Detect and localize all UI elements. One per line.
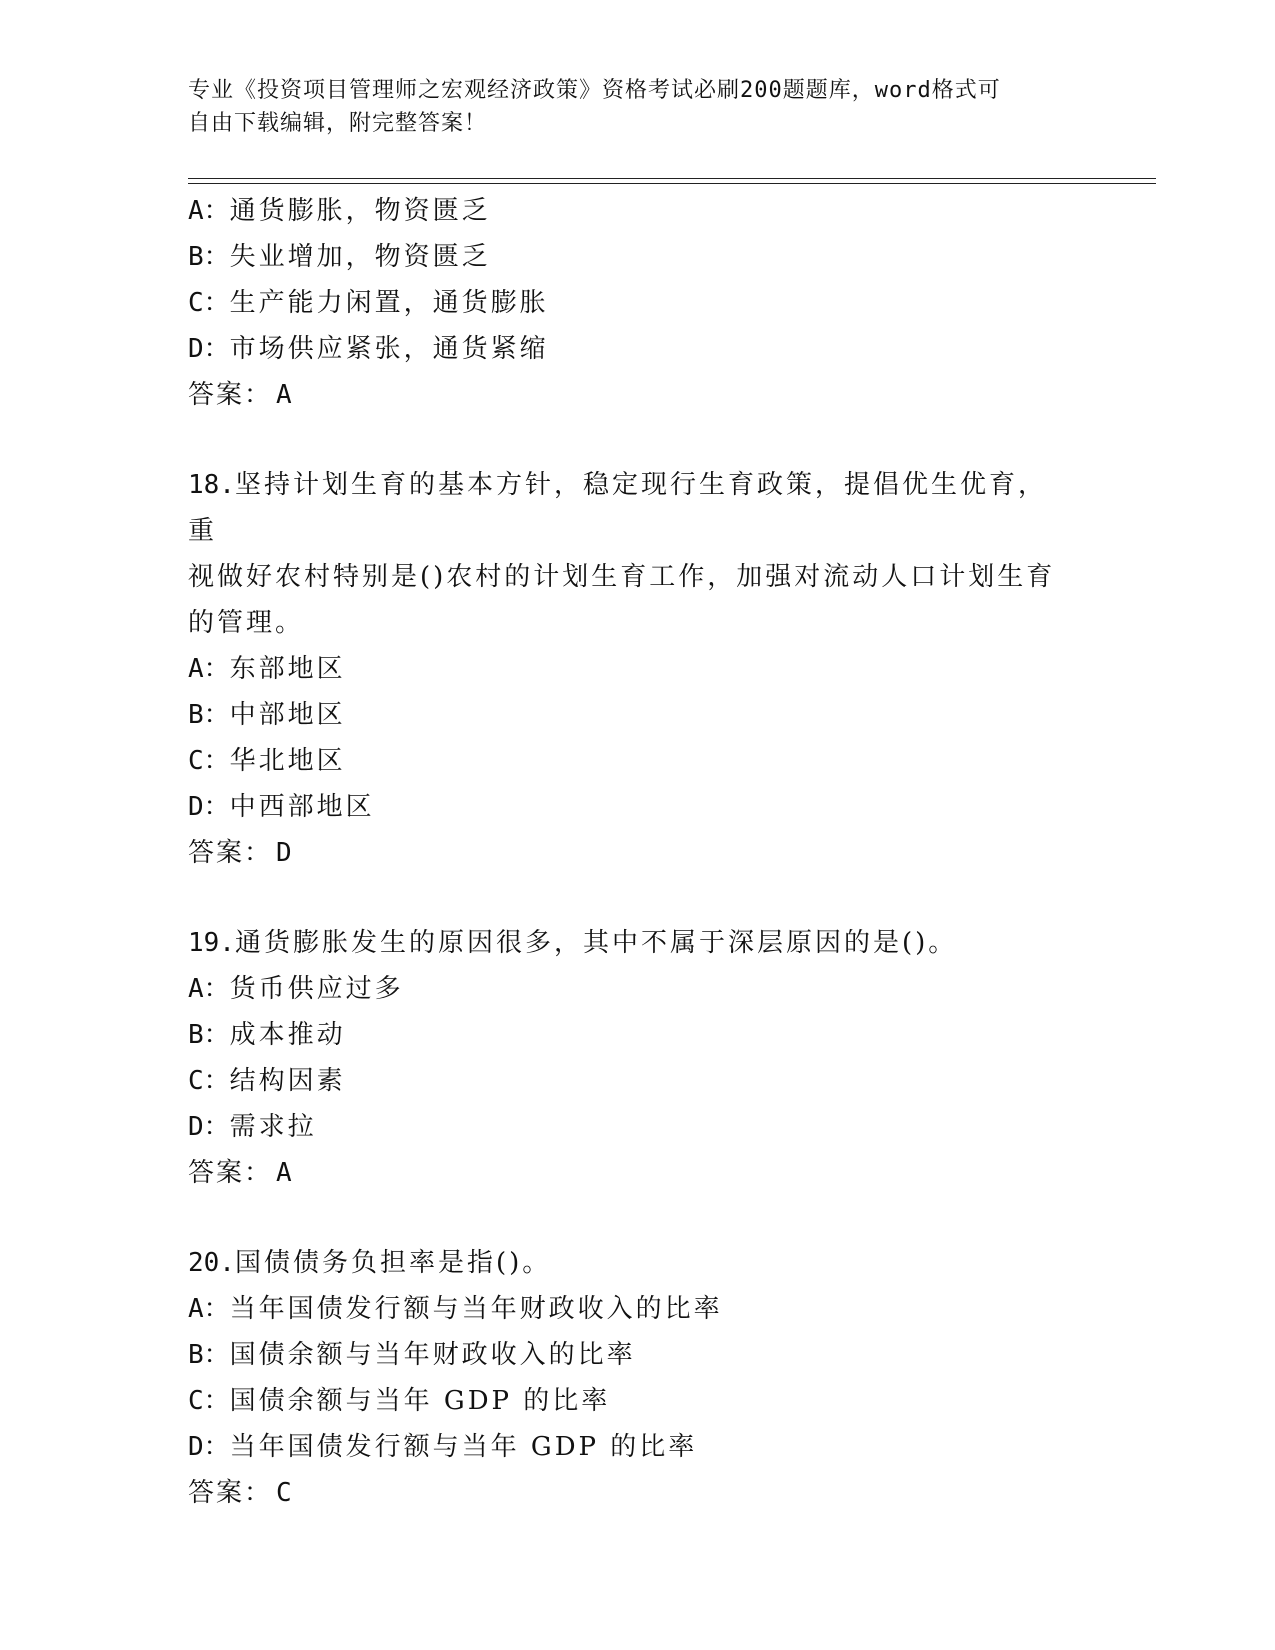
answer-line: 答案： C <box>188 1478 294 1508</box>
option-a: A：通货膨胀，物资匮乏 <box>188 196 491 226</box>
header-line-2: 自由下载编辑，附完整答案！ <box>188 111 488 136</box>
answer-line: 答案： A <box>188 1158 294 1188</box>
option-b: B：失业增加，物资匮乏 <box>188 242 491 272</box>
question-18 <box>188 462 1088 876</box>
question-17 <box>188 188 1088 418</box>
answer-line: 答案： D <box>188 838 294 868</box>
question-stem: 19.通货膨胀发生的原因很多，其中不属于深层原因的是()。 <box>188 928 958 958</box>
option-c: C：华北地区 <box>188 746 346 776</box>
option-c: C：结构因素 <box>188 1066 346 1096</box>
question-stem: 20.国债债务负担率是指()。 <box>188 1248 552 1278</box>
header-divider-bottom <box>188 183 1156 184</box>
header-divider-top <box>188 178 1156 179</box>
option-b: B：中部地区 <box>188 700 346 730</box>
question-20 <box>188 1240 1088 1516</box>
option-d: D：需求拉 <box>188 1112 317 1142</box>
question-list <box>188 188 1088 1516</box>
option-c: C：国债余额与当年 GDP 的比率 <box>188 1386 611 1416</box>
question-19 <box>188 920 1088 1196</box>
option-b: B：国债余额与当年财政收入的比率 <box>188 1340 636 1370</box>
option-d: D：市场供应紧张，通货紧缩 <box>188 334 549 364</box>
option-d: D：中西部地区 <box>188 792 375 822</box>
option-c: C：生产能力闲置，通货膨胀 <box>188 288 549 318</box>
option-a: A：当年国债发行额与当年财政收入的比率 <box>188 1294 723 1324</box>
document-header <box>188 74 1068 140</box>
option-b: B：成本推动 <box>188 1020 346 1050</box>
option-a: A：货币供应过多 <box>188 974 404 1004</box>
header-line-1: 专业《投资项目管理师之宏观经济政策》资格考试必刷200题题库，word格式可 <box>188 78 1001 103</box>
option-a: A：东部地区 <box>188 654 346 684</box>
option-d: D：当年国债发行额与当年 GDP 的比率 <box>188 1432 698 1462</box>
question-stem: 18.坚持计划生育的基本方针，稳定现行生育政策，提倡优生优育，重 视做好农村特别是()农村的计划生育工作，加强对流动人口计划生育 的管理。 <box>188 470 1056 638</box>
answer-line: 答案： A <box>188 380 294 410</box>
